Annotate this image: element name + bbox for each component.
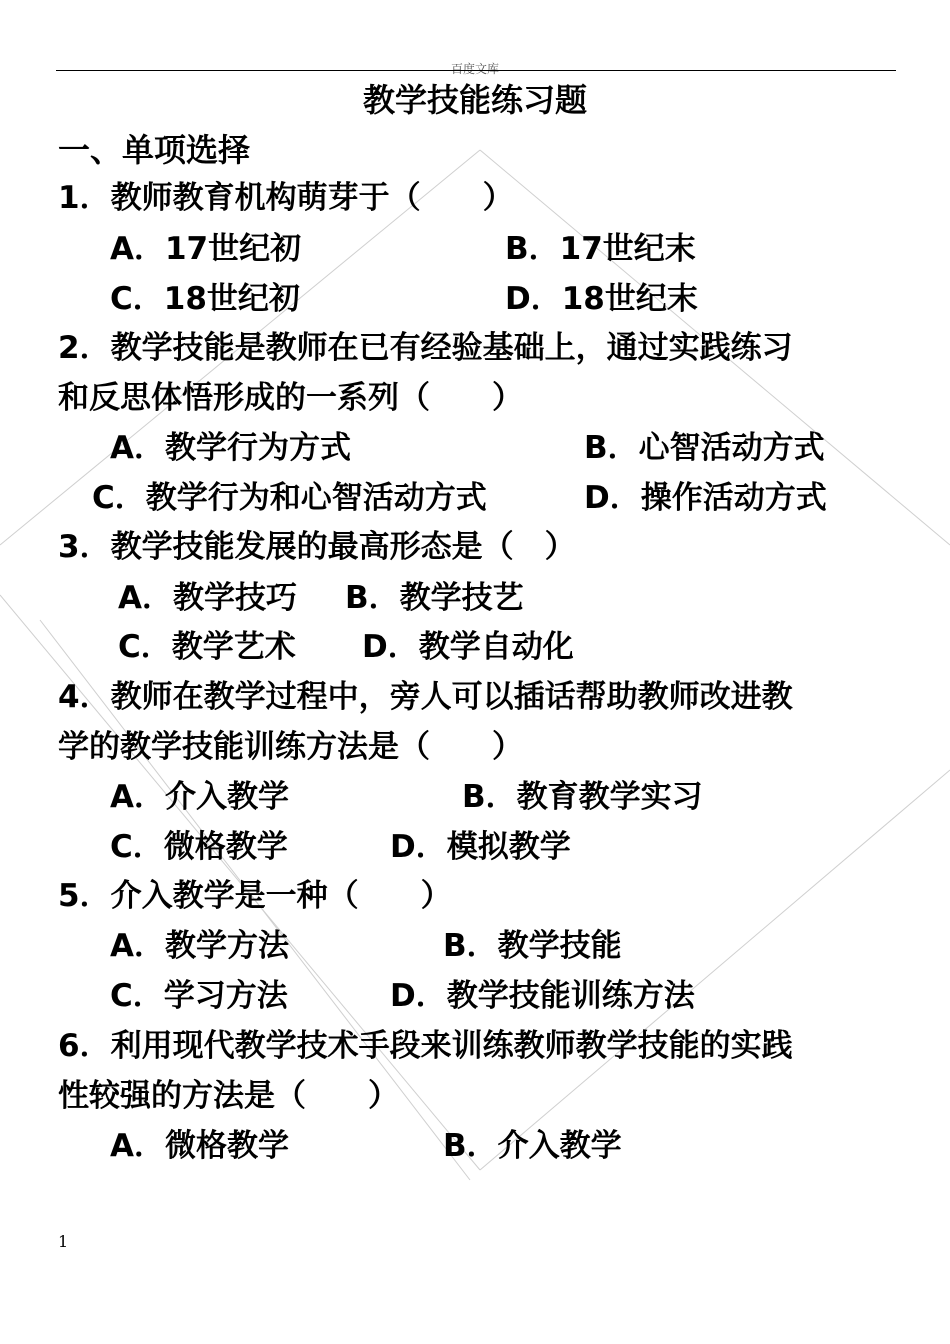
question-5-option-c: C．学习方法 xyxy=(110,978,288,1014)
header-source: 百度文库 xyxy=(450,62,499,76)
question-1-text: 1．教师教育机构萌芽于（ ） xyxy=(58,180,514,216)
question-6-option-b: B．介入教学 xyxy=(443,1128,622,1164)
question-3-option-a: A．教学技巧 xyxy=(118,580,297,616)
question-1-option-b: B．17世纪末 xyxy=(505,231,696,267)
question-3-option-b: B．教学技艺 xyxy=(345,580,524,616)
question-5-option-d: D．教学技能训练方法 xyxy=(390,978,695,1014)
question-2-option-a: A．教学行为方式 xyxy=(110,430,351,466)
question-5-text: 5．介入教学是一种（ ） xyxy=(58,878,452,914)
question-5-option-a: A．教学方法 xyxy=(110,928,289,964)
question-2-option-c: C．教学行为和心智活动方式 xyxy=(92,480,487,516)
question-5-option-b: B．教学技能 xyxy=(443,928,622,964)
question-4-option-d: D．模拟教学 xyxy=(390,829,571,865)
question-4-option-a: A．介入教学 xyxy=(110,779,289,815)
question-1-option-a: A．17世纪初 xyxy=(110,231,302,267)
question-6-text-line-1: 6．利用现代教学技术手段来训练教师教学技能的实践 xyxy=(58,1028,793,1064)
question-2-option-d: D．操作活动方式 xyxy=(584,480,827,516)
page-number: 1 xyxy=(58,1232,69,1251)
page-title: 教学技能练习题 xyxy=(362,81,587,119)
question-1-option-d: D．18世纪末 xyxy=(505,281,698,317)
question-4-option-c: C．微格教学 xyxy=(110,829,288,865)
header-rule xyxy=(56,70,896,71)
question-2-text-line-1: 2．教学技能是教师在已有经验基础上，通过实践练习 xyxy=(58,330,793,366)
question-4-text-line-1: 4．教师在教学过程中，旁人可以插话帮助教师改进教 xyxy=(58,679,793,715)
section-heading: 一、单项选择 xyxy=(58,131,251,169)
question-3-option-d: D．教学自动化 xyxy=(362,629,574,665)
question-3-text: 3．教学技能发展的最高形态是（ ） xyxy=(58,529,576,565)
question-2-text-line-2: 和反思体悟形成的一系列（ ） xyxy=(58,380,523,416)
question-6-option-a: A．微格教学 xyxy=(110,1128,289,1164)
question-4-text-line-2: 学的教学技能训练方法是（ ） xyxy=(58,729,523,765)
question-4-option-b: B．教育教学实习 xyxy=(462,779,703,815)
question-2-option-b: B．心智活动方式 xyxy=(584,430,825,466)
question-6-text-line-2: 性较强的方法是（ ） xyxy=(58,1078,399,1114)
question-1-option-c: C．18世纪初 xyxy=(110,281,300,317)
question-3-option-c: C．教学艺术 xyxy=(118,629,296,665)
